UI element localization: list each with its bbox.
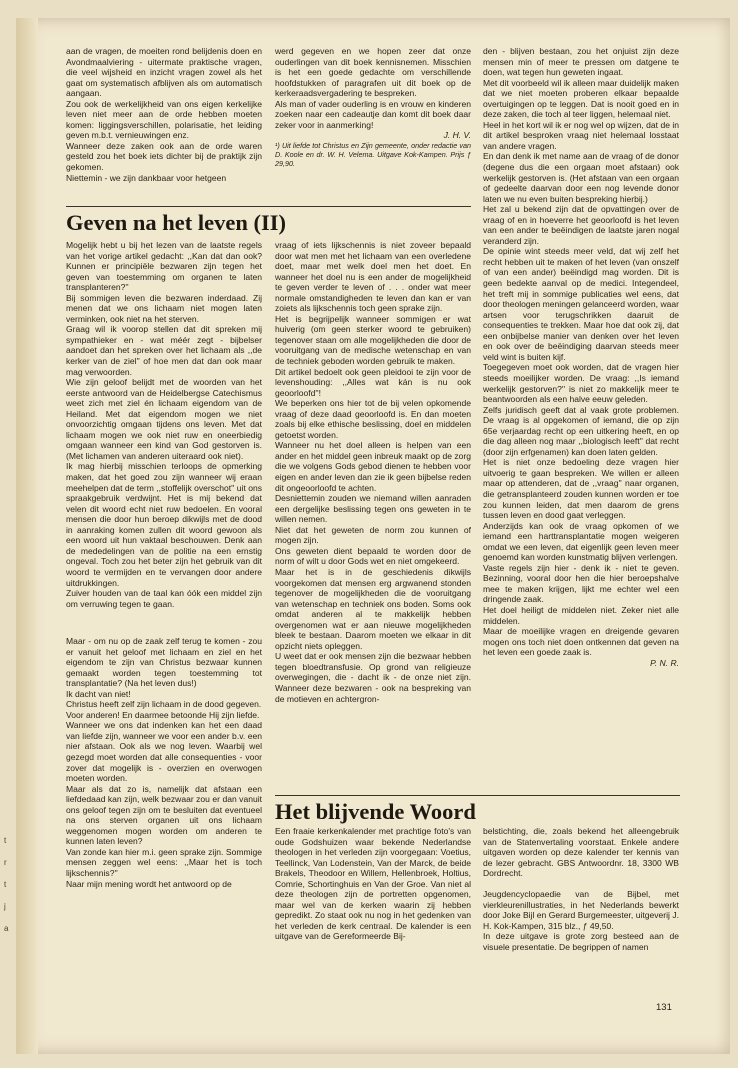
article-1-title: Geven na het leven (II) [66, 210, 286, 235]
paragraph: Naar mijn mening wordt het antwoord op de [66, 878, 232, 889]
paragraph: Niettemin - we zijn dankbaar voor hetgeen [66, 172, 227, 183]
paragraph: Vaste regels zijn hier - denk ik - niet te geven. Bezinning, vooral door hen die hier beroepshalve mee te maken krijgen, lijkt me echter wel een dringende zaak. [483, 562, 679, 605]
paragraph: Zou ook de werkelijkheid van ons eigen kerkelijke leven niet meer aan de orde hebben moeten komen: liggingsverschillen, polarisatie, het leiding geven m.b.t. vernieuwingen enz. [66, 98, 262, 141]
signature: P. N. R. [650, 657, 679, 668]
paragraph: We beperken ons hier tot de bij velen opkomende vraag of deze daad geoorloofd is. En dan moeten zoals bij elke ethische beslissing, doel en middelen getoetst worden. [275, 398, 471, 440]
paragraph: Ik dacht van niet! [66, 688, 131, 699]
paragraph: Het doel heiligt de middelen niet. Zeker niet alle middelen. [483, 604, 679, 626]
paragraph: Maar als dat zo is, namelijk dat afstaan een liefdedaad kan zijn, welk bezwaar zou er dan vanuit ons geloof tegen zijn om te besluiten dat eventueel na ons sterven organen uit ons lichaam weggenomen mogen worden om anderen te kunnen laten leven? [66, 783, 262, 847]
article-1-top-rule [66, 206, 471, 207]
article-1-col-1 [66, 240, 262, 626]
margin-mark: t [4, 880, 7, 889]
paragraph: Ons geweten dient bepaald te worden door de norm of wilt u door Gods wet en niet omgekeerd. [275, 545, 471, 567]
paragraph: belstichting, die, zoals bekend het alleengebruik van de Statenvertaling voorstaat. Enkele andere uitgaven worden op deze kalender ter kennis van de lezer gebracht. GBS Antwoordnr. 18, 3300 WB Dordrecht. [483, 826, 679, 879]
margin-mark: a [4, 924, 9, 933]
paragraph: Wanneer deze zaken ook aan de orde waren gesteld zou het boek iets dichter bij de praktijk zijn gekomen. [66, 140, 262, 173]
article-2-top-rule [275, 795, 680, 796]
paragraph: Zelfs juridisch geeft dat al vaak grote problemen. De vraag is al opgekomen of iemand, die op zijn 65e verjaardag recht op een uitkering heeft, en op die dag alleen nog maar ,,biologisch leeft'' dat recht (door zijn erfgenamen) kan doen laten gelden. [483, 404, 679, 457]
paragraph: Wie zijn geloof belijdt met de woorden van het eerste antwoord van de Heidelbergse Catechismus weet zich met ziel én lichaam eigendom van de Heiland. Met dat eigendom mogen we niet onvoorzichtig omgaan tijdens ons leven. Met dat lichaam mogen we ook niet ruw en oneerbiedig omgaan wanneer een kind van God gestorven is. (Met lichamen van anderen uiteraard ook niet). [66, 377, 262, 461]
paragraph: Anderzijds kan ook de vraag opkomen of we iemand een harttransplantatie mogen weigeren omdat we een leven, dat eigenlijk geen leven meer genoemd kan worden kunstmatig blijven verlengen. [483, 520, 679, 563]
page-number: 131 [656, 1002, 672, 1013]
paragraph: Het zal u bekend zijn dat de opvattingen over de vraag of en in hoeverre het geoorloofd is het leven van een ander te beëindigen de laatste jaren nogal veranderd zijn. [483, 204, 679, 246]
paragraph: Wanneer we ons dat indenken kan het een daad van liefde zijn, wanneer we voor een ander b.v. een nier afstaan. Ook als we nog leven. Waarbij wel gezegd moet worden dat alle consequenties - voor zover dat mogelijk is - overzien en overwogen moeten worden. [66, 720, 262, 784]
paragraph: De opinie wint steeds meer veld, dat wij zelf het recht hebben uit te maken of het leven (van onszelf of van een ander) beëindigd mag worden. Dit is geen bedekte aanval op de medici. Integendeel, het treft mij in sommige publicaties wel eens, dat door theologen meningen gelanceerd worden, waar artsen voor terugschrikken daaruit de consequenties te trekken. Maar hoe dat ook zij, dat een onbijbelse manier van denken over het leven en ook over de beëindiging daarvan steeds meer veld wint is buiten kijf. [483, 246, 679, 362]
paragraph: Toegegeven moet ook worden, dat de vragen hier steeds moeilijker worden. De vraag: ,,Is iemand werkelijk gestorven?'' is niet zo makkelijk meer te beantwoorden als een halve eeuw geleden. [483, 362, 679, 405]
paragraph: Als man of vader ouderling is en vrouw en kinderen zoeken naar een cadeautje dan komt dit boek daar zeker voor in aanmerking! [275, 98, 471, 130]
paragraph: Voor anderen! En daarmee betoonde Hij zijn liefde. [66, 709, 260, 720]
margin-mark: r [4, 858, 7, 867]
paragraph: Met dit voorbeeld wil ik alleen maar duidelijk maken dat we niet moeten proberen elkaar bepaalde overtuigingen op te leggen. Dat is nooit goed en in deze zaken, die toch al teer liggen, helemaal niet. [483, 77, 679, 120]
paragraph: Zuiver houden van de taal kan óók een middel zijn om verruwing tegen te gaan. [66, 588, 262, 609]
left-margin-bleed-text [4, 830, 16, 940]
paragraph: Mogelijk hebt u bij het lezen van de laatste regels van het vorige artikel gedacht: ,,Kan dat dan ook? Kunnen er principiële bezwaren zijn tegen het geven van toestemming om organen te laten transplanteren?'' [66, 240, 262, 293]
paragraph: Bij sommigen leven die bezwaren inderdaad. Zij menen dat we ons lichaam niet mogen laten verminken, ook niet na het sterven. [66, 292, 262, 324]
top-col-1 [66, 46, 262, 192]
paragraph: En dan denk ik met name aan de vraag of de donor (degene dus die een orgaan moet afstaan) ook werkelijk gestorven is. (Het afstaan van een orgaan of gedeelte daarvan door een nog levende donor laten we nu even buiten bespreking hierbij.) [483, 151, 679, 204]
paragraph: Dit artikel bedoelt ook geen pleidooi te zijn voor de levenshouding: ,,Alles wat kán is nu ook geoorloofd''! [275, 366, 471, 398]
paragraph: Graag wil ik voorop stellen dat dit spreken mij sympathieker en - wat méér zegt - bijbelser aandoet dan het spreken over het lichaam als ,,de kerker van de ziel'' of hoe men dat dan ook maar mag verwoorden. [66, 324, 262, 377]
paragraph: Een fraaie kerkenkalender met prachtige foto's van oude Godshuizen waar bekende Nederlandse theologen in het verleden zijn voorgegaan: Voetius, Teellinck, Van Lodenstein, Van der Marck, de beide Brakels, Theodoor en Willem, Hellenbroek, Holtius, Comrie, Schortinghuis en Van der Groe. Van niet al deze theologen zijn de portretten opgenomen, maar wel van de kerken waarin zij hebben gepredikt. Zo staat ook nu nog in het gedenken van het verleden de kerk centraal. De kalender is een uitgave van de Gereformeerde Bij- [275, 826, 471, 942]
paragraph: Het is niet onze bedoeling deze vragen hier uitvoerig te gaan bespreken. We willen er alleen maar op attenderen, dat de ,,vraag'' naar organen, die getransplanteerd zouden kunnen worden er toe zou kunnen leiden, dat men daarom de grens tussen leven en dood gaat verleggen. [483, 457, 679, 521]
paragraph: U weet dat er ook mensen zijn die bezwaar hebben tegen bloedtransfusie. Op grond van religieuze overwegingen, die - dacht ik - de onze niet zijn. Wanneer deze bezwaren - ook na bespreking van de motieven en achtergron- [275, 651, 471, 704]
margin-mark: t [4, 836, 7, 845]
paragraph: aan de vragen, de moeiten rond belijdenis doen en Avondmaalviering - uitermate praktische vragen, die veel wijsheid en inzicht vragen zowel als het gaat om systematisch afblijven als om automatisch aangaan. [66, 46, 262, 99]
paragraph: werd gegeven en we hopen zeer dat onze ouderlingen van dit boek kennisnemen. Misschien is het een goede gedachte om verschillende hoofdstukken of paragrafen uit dit boek op de kerkeraadsvergadering te bespreken. [275, 46, 471, 99]
article-2-col-2 [483, 826, 679, 958]
signature: J. H. V. [443, 130, 471, 141]
paragraph: Desniettemin zouden we niemand willen aanraden een dergelijke beslissing tegen ons geweten in te willen nemen. [275, 493, 471, 525]
paragraph: vraag of iets lijkschennis is niet zoveer bepaald door wat men met het lichaam van een overledene doet, maar met welk doel men het doet. En wanneer het doel nu is een ander de mogelijkheid te geven verder te leven of . . . onder wat meer normale omstandigheden te leven dan kan er van zoiets als lijkschennis toch geen sprake zijn. [275, 240, 471, 314]
paragraph: Maar de moeilijke vragen en dreigende gevaren mogen ons toch niet doen ontkennen dat geven na het leven een goede zaak is. [483, 626, 679, 658]
footnote: ¹) Uit liefde tot Christus en Zijn gemeente, onder redactie van D. Koole en dr. W. H. Velema. Uitgave Kok-Kampen. Prijs ƒ 29,90. [275, 140, 471, 168]
article-2-col-1 [275, 826, 471, 958]
paragraph: Het is begrijpelijk wanneer sommigen er wat huiverig (om geen sterker woord te gebruiken) tegenover staan om alle mogelijkheden die door de vooruitgang van de medische wetenschap en van de techniek geboden worden gebruik te maken. [275, 313, 471, 367]
paragraph: In deze uitgave is grote zorg besteed aan de visuele presentatie. De begrippen of namen [483, 931, 679, 952]
paragraph: Van zonde kan hier m.i. geen sprake zijn. Sommige mensen zeggen wel eens: ,,Maar het is toch lijkschennis?'' [66, 846, 262, 879]
paragraph: Niet dat het geweten de norm zou kunnen of mogen zijn. [275, 524, 471, 546]
paragraph: Maar - om nu op de zaak zelf terug te komen - zou er vanuit het geloof met lichaam en ziel en het eigendom te zijn van Christus bezwaar kunnen gemaakt worden tegen toestemming tot transplantatie? (Na het leven dus!) [66, 636, 262, 689]
top-col-2 [275, 46, 471, 202]
top-col-3 [483, 46, 679, 788]
paragraph: Wanneer nu het doel alleen is helpen van een ander en het middel geen inbreuk maakt op de zorg die we volgens Gods gebod dienen te hebben voor eigen en ander leven dan zie ik geen bijbelse reden dit ongeoorloofd te achten. [275, 440, 471, 493]
margin-mark: j [4, 902, 6, 911]
paragraph: Ik mag hierbij misschien terloops de opmerking maken, dat het goed zou zijn wanneer wij eraan meehelpen dat de term ,,stoffelijk overschot'' uit ons spraakgebruik verdwijnt. Het is mij bekend dat velen dit woord echt niet ruw bedoelen. En vooral mensen die door hun beroep dikwijls met de dood in aanraking komen zullen dit woord gewoon als een woord uit hun vaktaal beschouwen. Denk aan de mededelingen van de politie na een ernstig ongeval. Toch zou het beter zijn het gebruik van dit woord te vermijden en te vervangen door andere uitdrukkingen. [66, 461, 262, 588]
paragraph: Christus heeft zelf zijn lichaam in de dood gegeven. [66, 699, 262, 710]
paragraph: den - blijven bestaan, zou het onjuist zijn deze mensen min of meer te pressen om datgene te doen, wat tegen hun geweten ingaat. [483, 46, 679, 78]
article-1-col-1-continued [66, 636, 262, 954]
page-spine-shadow [16, 18, 38, 1054]
paragraph: Heel in het kort wil ik er nog wel op wijzen, dat de in dit artikel besproken vraag niet helemaal losstaat van andere vragen. [483, 119, 679, 151]
paragraph: Jeugdencyclopaedie van de Bijbel, met vierkleurenillustraties, in het Nederlands bewerkt door Joke Bijl en Gerard Burgemeester, uitgeverij J. H. Kok-Kampen, 315 blz., ƒ 49,50. [483, 889, 679, 931]
article-2-title: Het blijvende Woord [275, 799, 476, 824]
article-1-col-2 [275, 240, 471, 788]
paragraph: Maar het is in de geschiedenis dikwijls voorgekomen dat mensen erg argwanend stonden tegenover de mogelijkheden die de vooruitgang van wetenschap en techniek ons boden. Soms ook omdat anderen al te makkelijk hebben overgenomen wat er aan nieuwe mogelijkheden bleek te bestaan. Daarom moeten we elkaar in dit opzicht niets opleggen. [275, 566, 471, 651]
